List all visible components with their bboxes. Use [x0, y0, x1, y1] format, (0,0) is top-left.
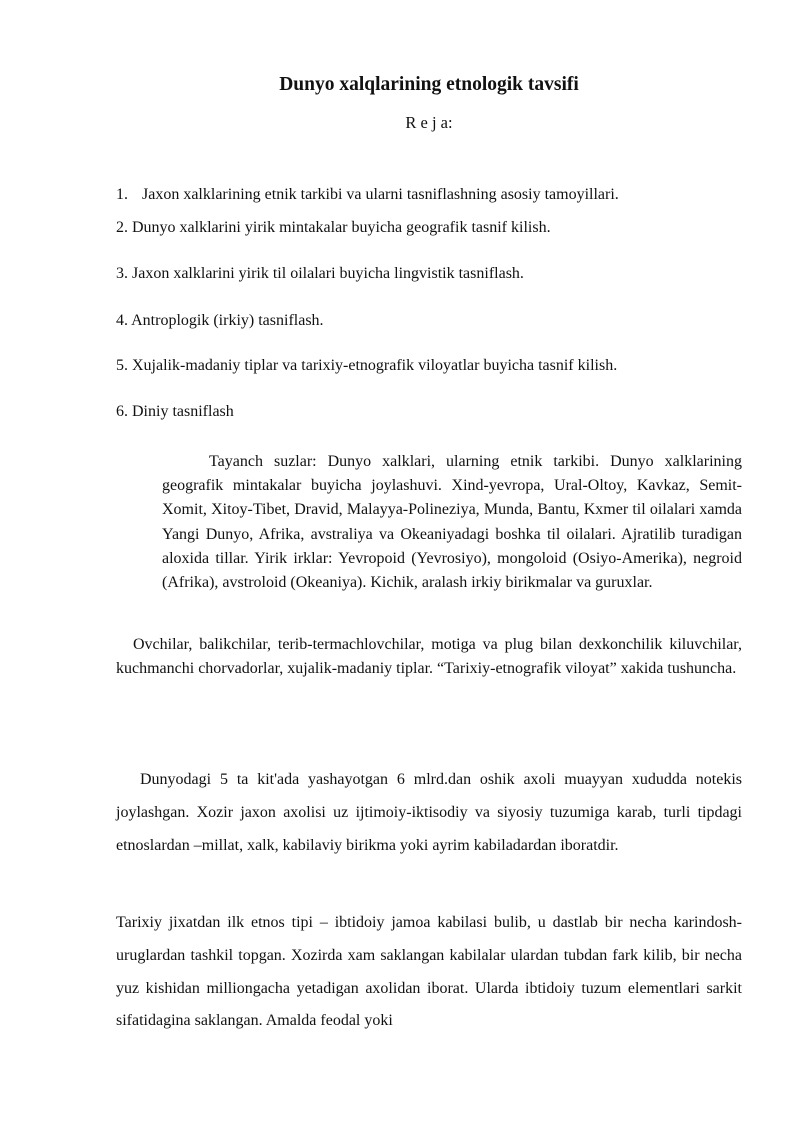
- plan-item: [116, 403, 234, 421]
- plan-item-text: Diniy tasniflash: [132, 403, 234, 420]
- plan-item: [116, 186, 619, 204]
- plan-heading: R e j a:: [405, 113, 453, 132]
- body-paragraph: Tarixiy jixatdan ilk etnos tipi – ibtidoiy jamoa kabilasi bulib, u dastlab bir necha karindosh-uruglardan tashkil topgan. Xozirda xam saklangan kabilalar ulardan tubdan fark kilib, bir necha yuz kishidan milliongacha yetadigan axolidan iborat. Ularda ibtidoiy tuzum elementlari sarkit sifatidagina saklangan. Amalda feodal yoki: [116, 914, 742, 1030]
- plan-item-text: Dunyo xalklarini yirik mintakalar buyicha geografik tasnif kilish.: [132, 219, 551, 236]
- plan-item-number: 2.: [116, 219, 128, 236]
- plan-item-text: Antroplogik (irkiy) tasniflash.: [131, 312, 324, 329]
- plan-item-text: Jaxon xalklarining etnik tarkibi va ularni tasniflashning asosiy tamoyillari.: [142, 186, 619, 203]
- plan-item-number: 5.: [116, 357, 128, 374]
- document-title: Dunyo xalqlarining etnologik tavsifi: [279, 74, 579, 95]
- body-paragraph: Dunyodagi 5 ta kit'ada yashayotgan 6 mlrd.dan oshik axoli muayyan xududda notekis joylashgan. Xozir jaxon axolisi uz ijtimoiy-iktisodiy va siyosiy tuzumiga karab, turli tipdagi etnoslardan –millat, xalk, kabilaviy birikma yoki ayrim kabiladardan iboratdir.: [116, 771, 742, 854]
- plan-item-number: 4.: [116, 312, 128, 329]
- plan-item-text: Jaxon xalklarini yirik til oilalari buyicha lingvistik tasniflash.: [132, 265, 524, 282]
- keywords-block: Tayanch suzlar: Dunyo xalklari, ularning etnik tarkibi. Dunyo xalklarining geografik mintakalar buyicha joylashuvi. Xind-yevropa, Ural-Oltoy, Kavkaz, Semit-Xomit, Xitoy-Tibet, Dravid, Malayya-Polineziya, Munda, Bantu, Kxmer til oilalari xamda Yangi Dunyo, Afrika, avstraliya va Okeaniyadagi boshka til oilalari. Ajratilib turadigan aloxida tillar. Yirik irklar: Yevropoid (Yevrosiyo), mongoloid (Osiyo-Amerika), negroid (Afrika), avstroloid (Okeaniya). Kichik, aralash irkiy birikmalar va guruxlar.: [162, 453, 742, 592]
- plan-item: [116, 357, 617, 375]
- plan-item: [116, 312, 324, 330]
- plan-item: [116, 219, 551, 237]
- plan-item-number: 1.: [116, 186, 128, 203]
- plan-item-text: Xujalik-madaniy tiplar va tarixiy-etnografik viloyatlar buyicha tasnif kilish.: [132, 357, 618, 374]
- plan-item-number: 3.: [116, 265, 128, 282]
- plan-item-number: 6.: [116, 403, 128, 420]
- plan-item: [116, 265, 524, 283]
- body-paragraph: Ovchilar, balikchilar, terib-termachlovchilar, motiga va plug bilan dexkonchilik kiluvchilar, kuchmanchi chorvadorlar, xujalik-madaniy tiplar. “Tarixiy-etnografik viloyat” xakida tushuncha.: [116, 636, 742, 677]
